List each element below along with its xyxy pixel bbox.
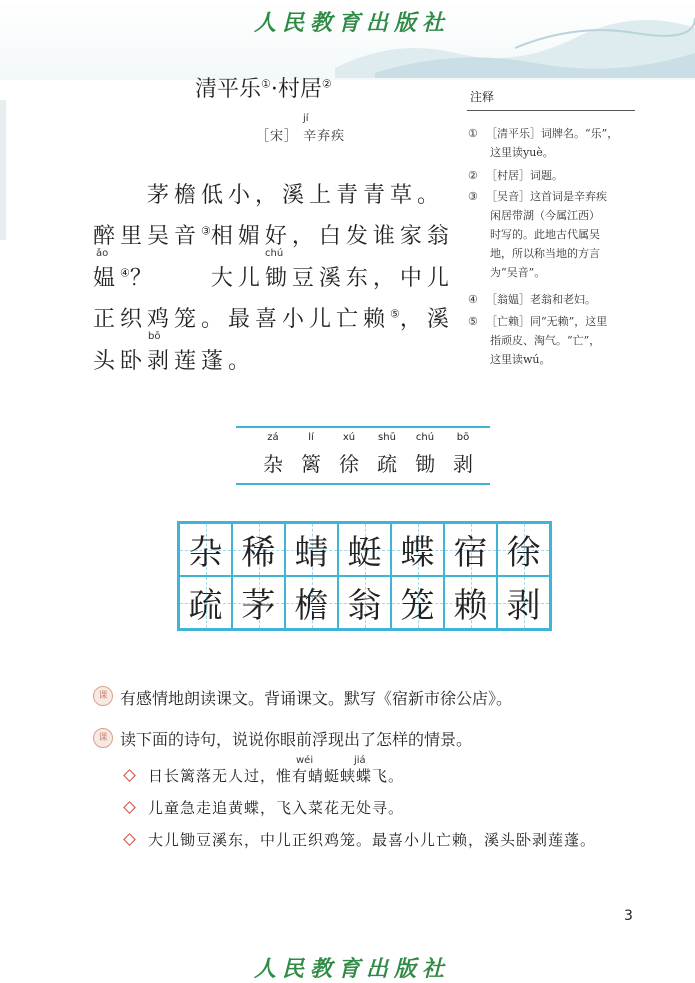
note-3: ③ ［吴音］这首词是辛弃疾 闲居带湖（今属江西） 时写的。此地古代属吴 地，所以称当地的方言 为“吴音”。 — [468, 190, 607, 279]
grid-cell: 疏 — [179, 576, 232, 629]
item1-pinyin-jia: jiá — [354, 755, 366, 766]
poem-quote-1: 日长篱落无人过，惟有蜻蜓蛱蝶飞。 — [148, 767, 405, 785]
line3-pinyin-ao: ǎo — [96, 248, 109, 259]
vocab-pinyin: shū — [378, 432, 396, 443]
vocab-pinyin: lí — [308, 432, 314, 443]
poem-line-5: 头卧剥莲蓬。 — [93, 349, 256, 374]
grid-row-2 — [179, 576, 550, 629]
publisher-logo-top: 人民教育出版社 — [254, 10, 451, 36]
vocab-pinyin-row — [254, 432, 482, 443]
grid-cell: 杂 — [179, 523, 232, 576]
poem-line-4: 正织鸡笼。最喜小儿亡赖⑤，溪 — [93, 307, 454, 332]
author-pinyin: jí — [303, 113, 309, 124]
grid-cell: 蜓 — [338, 523, 391, 576]
line3-pinyin-chu: chú — [265, 248, 284, 259]
vocab-pinyin: bō — [456, 432, 470, 443]
writing-grid — [177, 521, 552, 631]
vocab-char: 剥 — [453, 452, 473, 476]
note-4: ④ ［翁媪］老翁和老妇。 — [468, 293, 596, 306]
poem-title: 清平乐①·村居② — [195, 77, 332, 102]
poem-quote-2: 儿童急走追黄蝶，飞入菜花无处寻。 — [148, 799, 405, 817]
grid-cell: 茅 — [232, 576, 285, 629]
note-2: ② ［村居］词题。 — [468, 169, 563, 182]
margin-decoration — [0, 100, 6, 240]
poem-line-2: 醉里吴音③相媚好，白发谁家翁 — [93, 224, 454, 249]
line5-pinyin-bo: bō — [148, 331, 161, 342]
publisher-logo-bottom: 人民教育出版社 — [254, 956, 451, 982]
grid-cell: 徐 — [497, 523, 550, 576]
exercise-2: 读下面的诗句，说说你眼前浮现出了怎样的情景。 — [120, 730, 473, 749]
poem-author: ［宋］ 辛弃疾 — [256, 129, 346, 144]
vocab-char: 锄 — [415, 452, 435, 476]
vocab-pinyin: chú — [415, 432, 435, 443]
grid-cell: 翁 — [338, 576, 391, 629]
note-1: ① ［清平乐］词牌名。“乐”， 这里读yuè。 — [468, 127, 619, 159]
grid-cell: 稀 — [232, 523, 285, 576]
vocab-char: 徐 — [339, 452, 359, 476]
grid-cell: 蝶 — [391, 523, 444, 576]
grid-cell: 蜻 — [285, 523, 338, 576]
poem-line-1: 茅檐低小，溪上青青草。 — [147, 183, 445, 208]
page-number: 3 — [624, 908, 633, 924]
grid-cell: 赖 — [444, 576, 497, 629]
grid-cell: 笼 — [391, 576, 444, 629]
item1-pinyin-wei: wéi — [296, 755, 314, 766]
vocab-char: 疏 — [377, 452, 397, 476]
poem-quote-3: 大儿锄豆溪东，中儿正织鸡笼。最喜小儿亡赖，溪头卧剥莲蓬。 — [148, 831, 597, 849]
diamond-bullet-icon — [123, 769, 136, 782]
poem-line-3: 媪④？ 大儿锄豆溪东，中儿 — [93, 266, 454, 291]
notes-divider — [467, 110, 635, 111]
vocab-char: 杂 — [263, 452, 283, 476]
vocab-pinyin: zá — [267, 432, 279, 443]
exercise-seal-icon: 课 — [93, 728, 113, 748]
grid-cell: 宿 — [444, 523, 497, 576]
diamond-bullet-icon — [123, 833, 136, 846]
notes-heading: 注释 — [470, 90, 495, 104]
exercise-seal-icon: 课 — [93, 686, 113, 706]
grid-cell: 剥 — [497, 576, 550, 629]
vocab-char: 篱 — [301, 452, 321, 476]
grid-cell: 檐 — [285, 576, 338, 629]
note-5: ⑤ ［亡赖］同“无赖”，这里 指顽皮、淘气。“亡”， 这里读wú。 — [468, 315, 608, 366]
diamond-bullet-icon — [123, 801, 136, 814]
vocab-top-rule — [236, 426, 490, 428]
vocab-pinyin: xú — [342, 432, 356, 443]
grid-row-1 — [179, 523, 550, 576]
vocab-char-row — [254, 448, 482, 477]
vocab-bottom-rule — [236, 483, 490, 485]
exercise-1: 有感情地朗读课文。背诵课文。默写《宿新市徐公店》。 — [120, 689, 513, 708]
